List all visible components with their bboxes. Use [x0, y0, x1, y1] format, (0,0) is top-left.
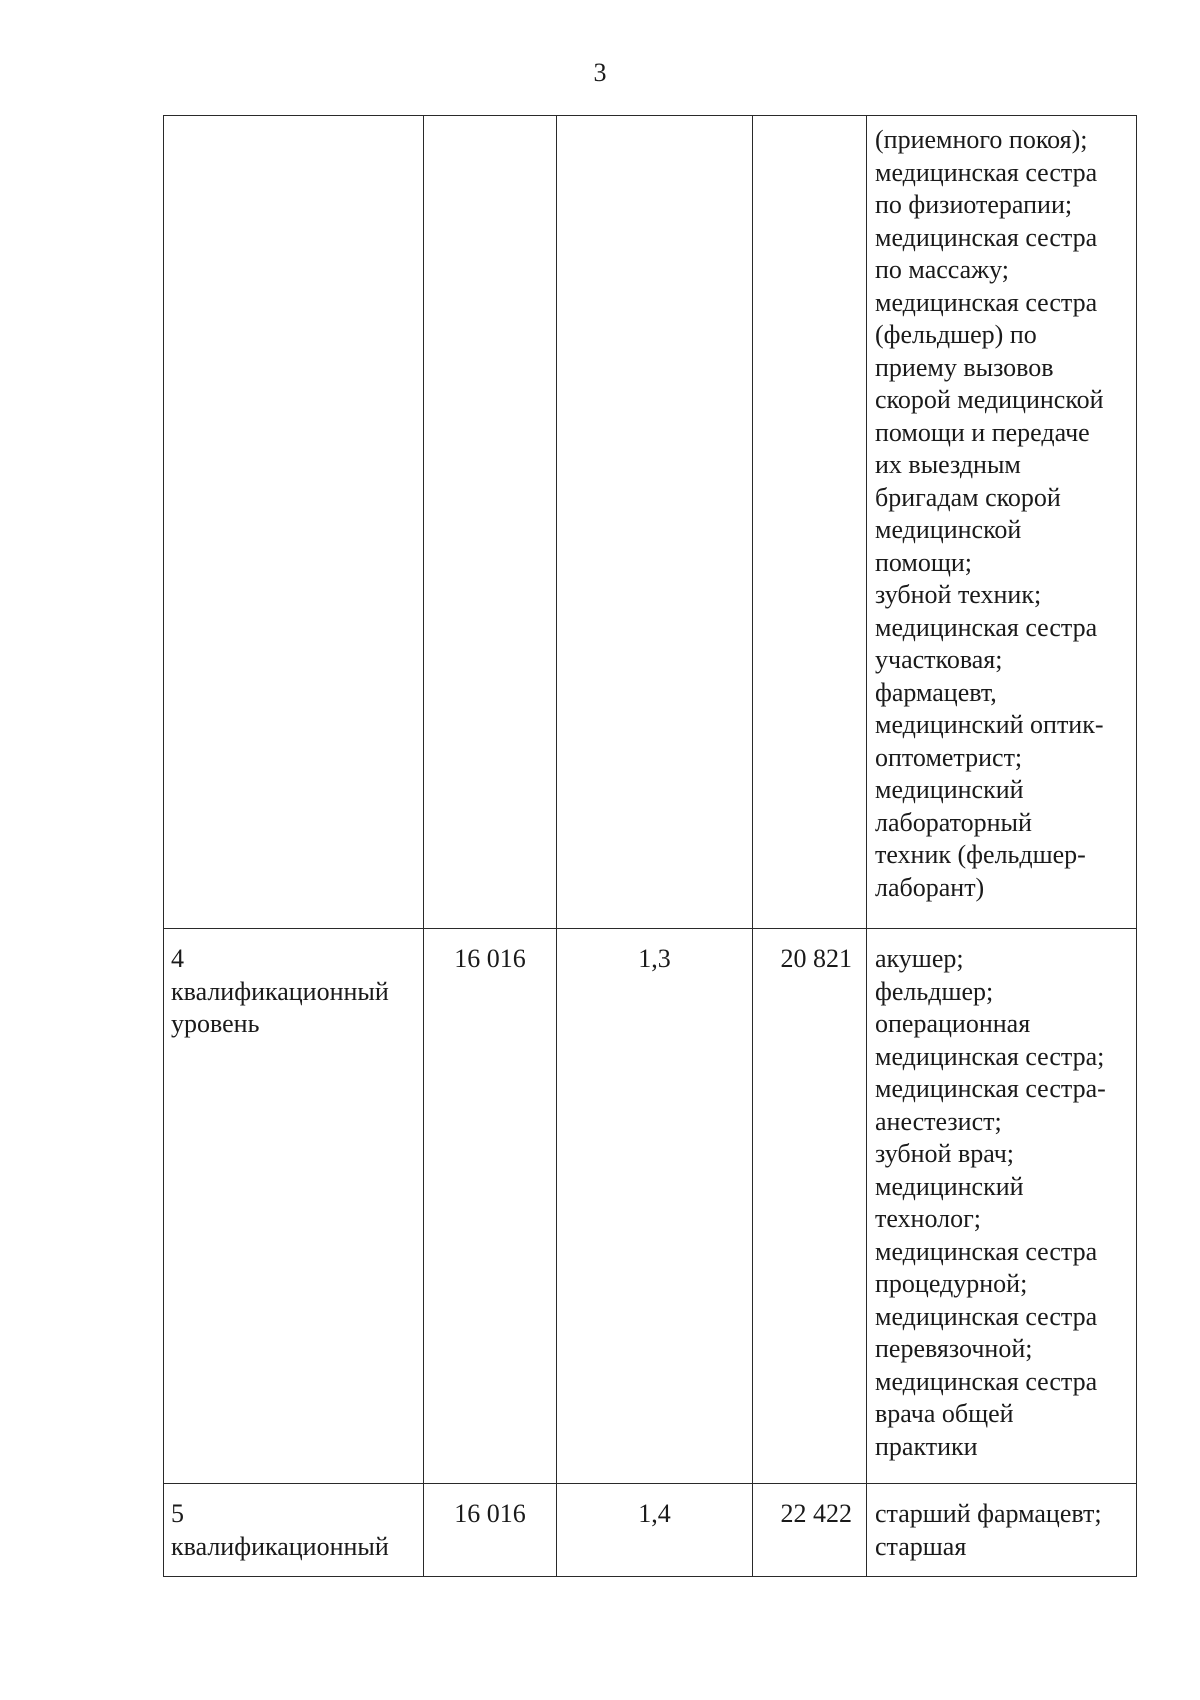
position-line: (приемного покоя);: [875, 125, 1088, 154]
position-line: медицинский оптик-: [875, 710, 1104, 739]
position-line: по физиотерапии;: [875, 190, 1073, 219]
salary-table: [163, 115, 1137, 1577]
position-line: технолог;: [875, 1204, 981, 1233]
coefficient-cell: 1,3: [557, 929, 753, 1484]
position-line: медицинская сестра: [875, 1366, 1098, 1396]
level-line: 4: [171, 944, 184, 973]
position-line: медицинская сестра: [875, 222, 1098, 252]
position-line: старшая: [875, 1531, 967, 1561]
qualification-level-cell: [164, 929, 424, 1484]
level-line: уровень: [171, 1009, 260, 1038]
position-line: по массажу;: [875, 255, 1010, 284]
qualification-level-cell: [164, 116, 424, 929]
position-line: медицинской: [875, 515, 1022, 544]
qualification-level-cell: [164, 1484, 424, 1577]
position-line: оптометрист;: [875, 742, 1023, 772]
position-line: (фельдшер) по: [875, 320, 1037, 349]
position-line: врача общей: [875, 1399, 1014, 1428]
position-line: перевязочной;: [875, 1334, 1033, 1363]
coefficient-cell: [557, 116, 753, 929]
position-line: техник (фельдшер-: [875, 840, 1086, 869]
base-salary-cell: 16 016: [424, 929, 557, 1484]
salary-cell: 20 821: [753, 929, 867, 1484]
table-row: [164, 1484, 1137, 1577]
position-line: старший фармацевт;: [875, 1499, 1102, 1528]
salary-cell: 22 422: [753, 1484, 867, 1577]
position-line: скорой медицинской: [875, 385, 1104, 414]
position-line: анестезист;: [875, 1106, 1002, 1136]
position-line: медицинская сестра: [875, 157, 1098, 187]
position-line: фармацевт,: [875, 677, 997, 707]
position-line: медицинская сестра;: [875, 1041, 1105, 1071]
level-line: квалификационный: [171, 976, 389, 1006]
position-line: медицинская сестра-: [875, 1074, 1106, 1103]
position-line: фельдшер;: [875, 976, 994, 1006]
position-line: медицинская сестра: [875, 1301, 1098, 1331]
coefficient-cell: 1,4: [557, 1484, 753, 1577]
positions-cell: [867, 1484, 1137, 1577]
position-line: лаборант): [875, 872, 985, 902]
table-row: [164, 929, 1137, 1484]
position-line: процедурной;: [875, 1269, 1028, 1298]
position-line: приему вызовов: [875, 352, 1054, 382]
level-line: 5: [171, 1499, 184, 1528]
table-row: [164, 116, 1137, 929]
position-line: зубной врач;: [875, 1139, 1015, 1168]
position-line: бригадам скорой: [875, 482, 1061, 512]
position-line: операционная: [875, 1009, 1031, 1038]
position-line: помощи и передаче: [875, 417, 1090, 447]
position-line: медицинская сестра: [875, 287, 1098, 317]
position-line: акушер;: [875, 944, 964, 973]
position-line: помощи;: [875, 547, 973, 577]
position-line: медицинская сестра: [875, 1236, 1098, 1266]
base-salary-cell: 16 016: [424, 1484, 557, 1577]
position-line: практики: [875, 1431, 978, 1461]
positions-cell: [867, 116, 1137, 929]
salary-cell: [753, 116, 867, 929]
position-line: лабораторный: [875, 807, 1032, 837]
positions-cell: [867, 929, 1137, 1484]
position-line: участковая;: [875, 645, 1003, 674]
position-line: зубной техник;: [875, 580, 1042, 609]
level-line: квалификационный: [171, 1531, 389, 1561]
page-number: 3: [593, 58, 607, 87]
position-line: их выездным: [875, 450, 1021, 479]
position-line: медицинский: [875, 1171, 1024, 1201]
position-line: медицинская сестра: [875, 612, 1098, 642]
base-salary-cell: [424, 116, 557, 929]
position-line: медицинский: [875, 775, 1024, 804]
